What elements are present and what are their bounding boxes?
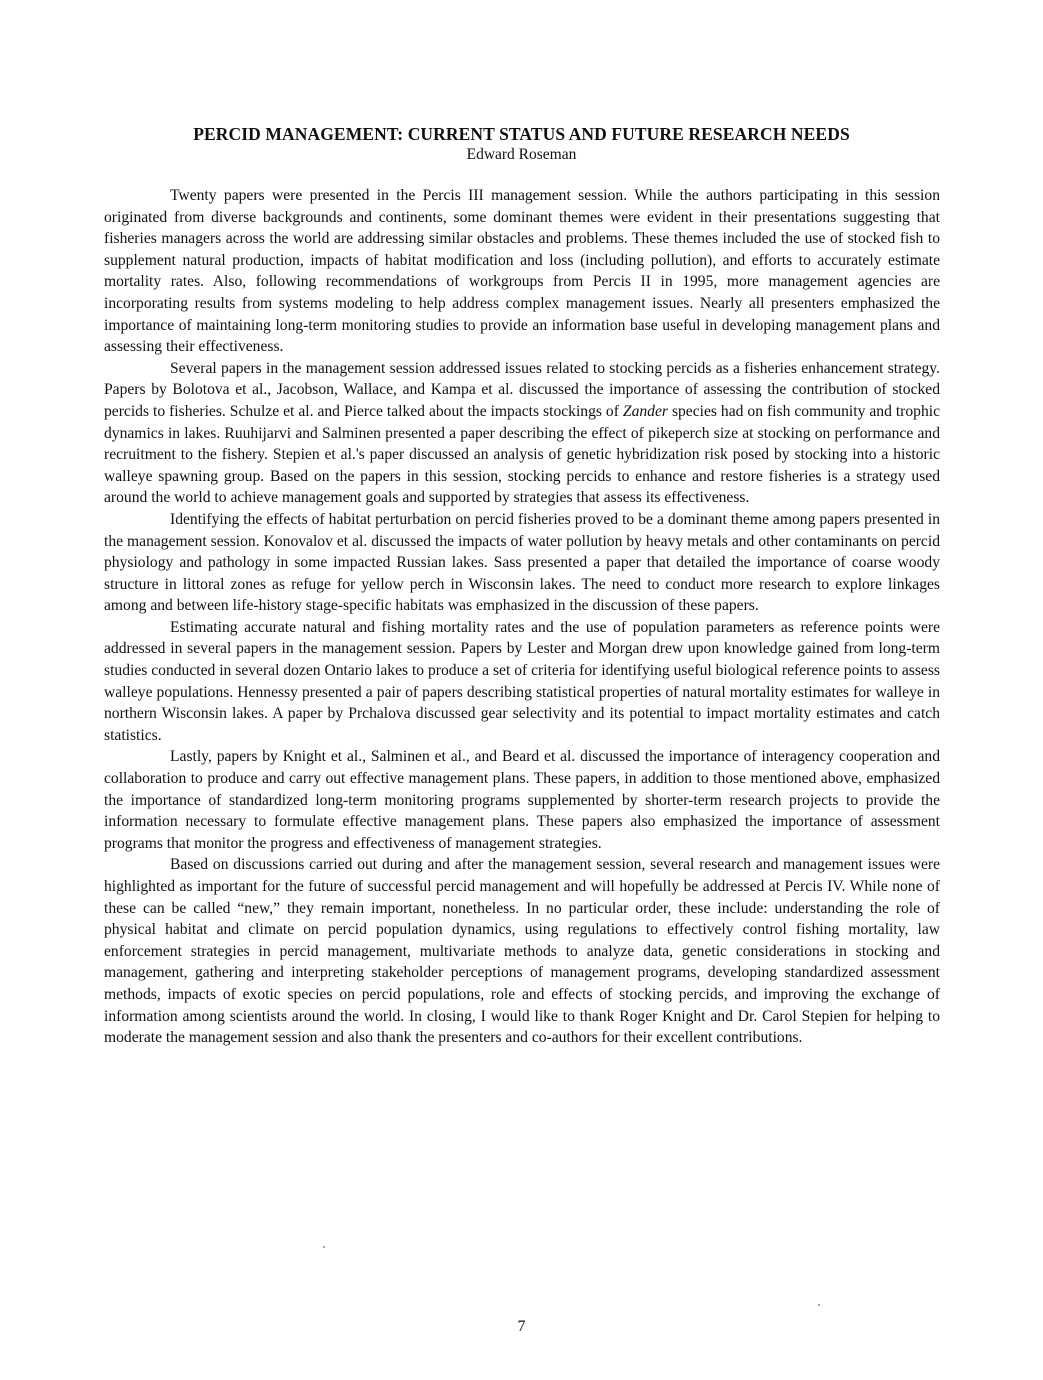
paragraph-habitat: Identifying the effects of habitat perturbation on percid fisheries proved to be a dominant theme among papers presented in the management session. Konovalov et al. discussed the impacts of water pollution by heavy metals and other contaminants on percid physiology and pathology in some impacted Russian lakes. Sass presented a paper that detailed the importance of coarse woody structure in littoral zones as refuge for yellow perch in Wisconsin lakes. The need to conduct more research to explore linkages among and between life-history stage-specific habitats was emphasized in the discussion of these papers. <box>104 510 940 615</box>
document-title: PERCID MANAGEMENT: CURRENT STATUS AND FUTURE RESEARCH NEEDS <box>193 124 850 144</box>
scan-speck <box>323 1246 325 1248</box>
paragraph-stocking-text-start: Several papers in the management session addressed issues related to stocking percids as a fisheries enhancement strategy. Papers by Bolotova et al., Jacobson, Wallace, and Kampa et al. discussed the importance of assessing the contribution of stocked percids to fisheries. Schulze et al. and Pierce talked about the impacts stockings of <box>104 359 940 420</box>
paragraph-overview: Twenty papers were presented in the Percis III management session. While the authors participating in this session originated from diverse backgrounds and continents, some dominant themes were evident in their presentations suggesting that fisheries managers across the world are addressing similar obstacles and problems. These themes included the use of stocked fish to supplement natural production, impacts of habitat modification and loss (including pollution), and efforts to accurately estimate mortality rates. Also, following recommendations of workgroups from Percis II in 1995, more management agencies are incorporating results from systems modeling to help address complex management issues. Nearly all presenters emphasized the importance of maintaining long-term monitoring studies to provide an information base useful in developing management plans and assessing their effectiveness. <box>104 187 940 356</box>
paragraph-cooperation: Lastly, papers by Knight et al., Salminen et al., and Beard et al. discussed the importance of interagency cooperation and collaboration to produce and carry out effective management plans. These papers, in addition to those mentioned above, emphasized the importance of standardized long-term monitoring programs supplemented by shorter-term research projects to provide the information necessary to formulate effective management plans. These papers also emphasized the importance of assessment programs that monitor the progress and effectiveness of management strategies. <box>104 748 940 852</box>
document-body <box>104 185 940 1049</box>
paragraph-future-needs: Based on discussions carried out during and after the management session, several research and management issues were highlighted as important for the future of successful percid management and will hopefully be addressed at Percis IV. While none of these can be called “new,” they remain important, nonetheless. In no particular order, these include: understanding the role of physical habitat and climate on percid population dynamics, using regulations to effectively control fishing mortality, law enforcement strategies in percid management, multivariate methods to analyze data, genetic considerations in stocking and management, gathering and interpreting stakeholder perceptions of management programs, developing standardized assessment methods, impacts of exotic species on percid populations, role and effects of stocking percids, and improving the exchange of information among scientists around the world. In closing, I would like to thank Roger Knight and Dr. Carol Stepien for helping to moderate the management session and also thank the presenters and co-authors for their excellent contributions. <box>104 856 940 1047</box>
species-name-italic: Zander <box>622 402 668 420</box>
paragraph-stocking-text-end: species had on fish community and trophic dynamics in lakes. Ruuhijarvi and Salminen presented a paper describing the effect of pikeperch size at stocking on performance and recruitment to the fishery. Stepien et al.'s paper discussed an analysis of genetic hybridization risk posed by stocking into a historic walleye spawning group. Based on the papers in this session, stocking percids to enhance and restore fisheries is a strategy used around the world to achieve management goals and supported by strategies that assess its effectiveness. <box>104 402 940 507</box>
scan-speck <box>818 1304 820 1306</box>
paragraph-stocking <box>104 358 940 509</box>
page-number: 7 <box>517 1318 526 1335</box>
paragraph-mortality: Estimating accurate natural and fishing mortality rates and the use of population parameters as reference points were addressed in several papers in the management session. Papers by Lester and Morgan drew upon knowledge gained from long-term studies conducted in several dozen Ontario lakes to produce a set of criteria for identifying useful biological reference points to assess walleye populations. Hennessy presented a pair of papers describing statistical properties of natural mortality estimates for walleye in northern Wisconsin lakes. A paper by Prchalova discussed gear selectivity and its potential to impact mortality estimates and catch statistics. <box>104 618 940 744</box>
document-author: Edward Roseman <box>466 146 577 163</box>
